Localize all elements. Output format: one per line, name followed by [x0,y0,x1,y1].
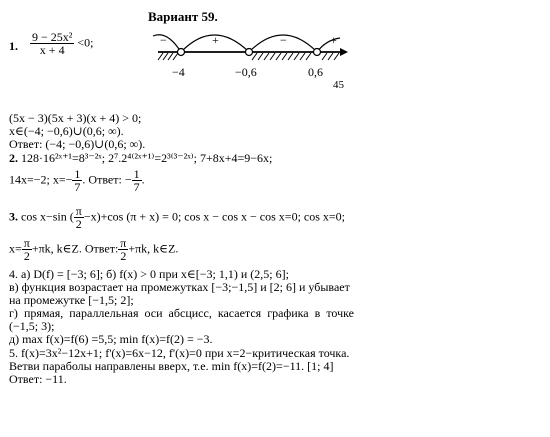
task4-line3: на промежутке [−1,5; 2]; [9,293,134,307]
sign-interval-diagram [150,28,350,92]
task3-line2 [9,237,178,262]
task3-ans-a: x= [9,241,22,256]
arc-left [153,35,181,52]
task1-number: 1. [9,39,18,53]
point-minus0-6 [246,49,253,56]
task1-inequality [30,31,93,56]
label-minus4: −4 [172,65,185,79]
task5-answer: Ответ: −11. [9,372,67,386]
task3-pi-num: π [75,204,82,218]
task3-ans-c: +πk, k∈Z. [128,241,179,256]
task2-line2 [9,168,145,193]
task5-line2: Ветви параболы направлены вверх, т.е. min f(x)=f(2)=−11. [1; 4] [9,359,334,373]
task5-line1: 5. f(x)=3x²−12x+1; f'(x)=6x−12, f'(x)=0 при x=2−критическая точка. [9,346,350,360]
task4-line6: д) max f(x)=f(6) =5,5; min f(x)=f(2) = −3. [9,332,213,346]
hatching-right [322,53,339,60]
hatching-left [158,53,178,60]
sign-2: + [212,33,219,47]
task1-fraction [30,31,74,56]
task3-ans-f1-num: π [23,236,30,250]
page-title: Вариант 59. [148,9,218,24]
task2-equation: 128·16²ˣ⁺¹=8³⁻²ˣ; 2⁷.2⁴⁽²ˣ⁺¹⁾=2³⁽³⁻²ˣ⁾; 7+8x+4=9−6x; [21,151,273,165]
hatching-middle [252,53,311,60]
task3-line1 [9,205,345,230]
task2-f1-den: 7 [74,180,81,194]
task4-line1: 4. а) D(f) = [−3; 6]; б) f(x) > 0 при x∈[−3; 1,1) и (2,5; 6]; [9,267,289,281]
task2-f1-num: 1 [74,167,81,181]
task2-answer-label: . Ответ: − [82,172,132,187]
label-minus0-6: −0,6 [235,65,257,79]
task1-relation: <0; [77,35,94,50]
task1-denominator: x + 4 [39,43,65,57]
task3-pi-half [74,205,84,230]
task2-fraction-1 [72,168,82,193]
task2-number: 2. [9,151,18,165]
task3-ans-f1-den: 2 [23,249,30,263]
task3-ans-frac-1 [22,237,32,262]
axis-arrow [340,48,348,56]
task3-eq-b: −x)+cos (π + x) = 0; cos x − cos x − cos x=0; cos x=0; [83,209,345,224]
task3-ans-b: +πk, k∈Z. Ответ: [31,241,119,256]
task4-line5: (−1,5; 3); [9,319,55,333]
task3-number: 3. [9,209,18,224]
task1-line1: (5x − 3)(5x + 3)(x + 4) > 0; [9,111,142,125]
sign-3: − [280,33,287,47]
task1-answer: Ответ: (−4; −0,6)∪(0,6; ∞). [9,137,146,151]
page-mark: 45 [333,79,344,91]
task4-line4: г) прямая, параллельная оси абсцисс, касается графика в точке [9,306,354,320]
task2-solution: 14x=−2; x=− [9,172,73,187]
sign-4: + [330,33,337,47]
task1-line2: x∈(−4; −0,6)∪(0,6; ∞). [9,124,124,138]
sign-1: − [160,33,167,47]
point-0-6 [314,49,321,56]
task3-ans-f2-den: 2 [120,249,127,263]
task1-numerator: 9 − 25x² [32,30,73,44]
task2-f2-num: 1 [133,167,140,181]
label-0-6: 0,6 [308,65,323,79]
task3-ans-f2-num: π [120,236,127,250]
task4-line2: в) функция возрастает на промежутках [−3;−1,5] и [2; 6] и убывает [9,280,350,294]
task2-line1 [9,152,272,165]
task2-f2-den: 7 [133,180,140,194]
task2-fraction-2 [132,168,142,193]
task2-end: . [141,172,145,187]
task3-pi-den: 2 [75,217,82,231]
task3-eq-a: cos x−sin ( [21,209,74,224]
point-minus4 [178,49,185,56]
task3-ans-frac-2 [118,237,128,262]
